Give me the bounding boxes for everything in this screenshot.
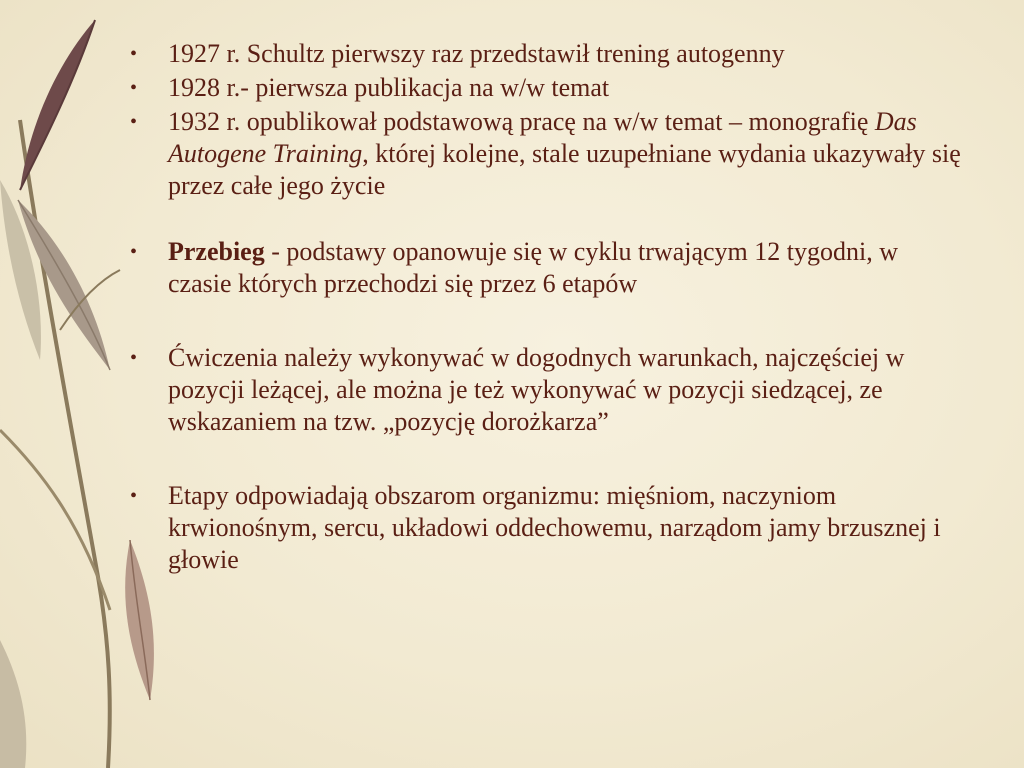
bullet-list	[126, 38, 966, 576]
book-title: Das Autogene Training	[168, 107, 917, 168]
bullet-icon: •	[130, 241, 138, 263]
list-item	[126, 342, 966, 438]
bullet-icon: •	[130, 485, 138, 507]
bullet-text: Etapy odpowiadają obszarom organizmu: mięśniom, naczyniom krwionośnym, sercu, układowi oddechowemu, narządom jamy brzusznej i głowie	[168, 481, 941, 574]
bullet-text-end: , której kolejne, stale uzupełniane wydania ukazywały się przez całe jego życie	[168, 139, 961, 200]
bullet-text: - podstawy opanowuje się w cyklu trwającym 12 tygodni, w czasie których przechodzi się przez 6 etapów	[168, 237, 899, 298]
bullet-icon: •	[130, 77, 138, 99]
bullet-icon: •	[130, 43, 138, 65]
bullet-text: Ćwiczenia należy wykonywać w dogodnych warunkach, najczęściej w pozycji leżącej, ale można je też wykonywać w pozycji siedzącej, ze wskazaniem na tzw. „pozycję dorożkarza”	[168, 343, 905, 436]
bullet-text: 1928 r.- pierwsza publikacja na w/w temat	[168, 73, 610, 102]
list-item	[126, 236, 966, 300]
bullet-text-start: 1932 r. opublikował podstawową pracę na w/w temat – monografię	[168, 107, 875, 136]
list-item	[126, 106, 966, 202]
list-item	[126, 72, 966, 104]
bullet-icon: •	[130, 347, 138, 369]
bullet-keyword: Przebieg	[168, 237, 265, 266]
bullet-icon: •	[130, 111, 138, 133]
list-item	[126, 480, 966, 576]
list-item	[126, 38, 966, 70]
bullet-text: 1927 r. Schultz pierwszy raz przedstawił trening autogenny	[168, 39, 785, 68]
